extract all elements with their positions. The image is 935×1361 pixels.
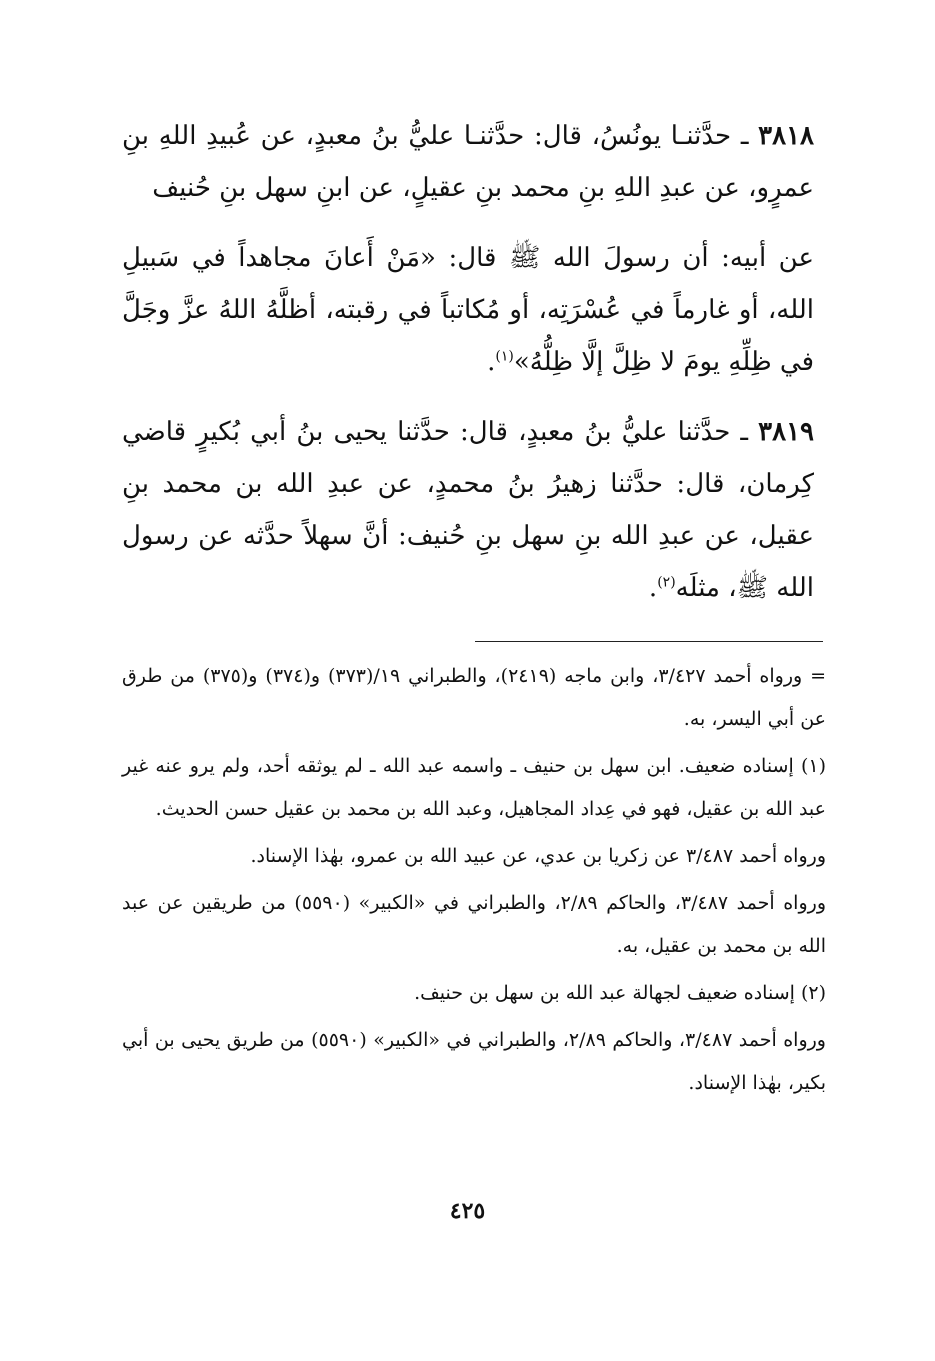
hadith-text: ـ حدَّثنـا يونُسُ، قال: حدَّثنـا عليُّ بنُ معبدٍ، عن عُبيدِ اللهِ بنِ عمرٍو، عن عبدِ اللهِ بنِ محمد بنِ عقيلٍ، عن ابنِ سهل بنِ حُنيف bbox=[122, 121, 814, 203]
footnote-marker: (٢) bbox=[657, 574, 676, 591]
footnote-marker: (١) bbox=[495, 348, 514, 365]
hadith-number: ٣٨١٨ bbox=[758, 121, 814, 151]
footnote: (١) إسناده ضعيف. ابن سهل بن حنيف ـ واسمه عبد الله ـ لم يوثقه أحد، ولم يرو عنه غير عبد الله بن عقيل، فهو في عِداد المجاهيل، وعبد الله بن محمد بن عقيل حسن الحديث. bbox=[122, 755, 826, 820]
footnote-divider bbox=[475, 641, 823, 642]
hadith-text: عن أبيه: أن رسولَ الله ﷺ قال: «مَنْ أَعانَ مجاهداً في سَبيلِ الله، أو غارماً في عُسْرَتِه، أو مُكاتباً في رقبته، أظلَّهُ اللهُ عزَّ وجَلَّ في ظِلِّهِ يومَ لا ظِلَّ إلَّا ظِلُّهُ» bbox=[122, 243, 814, 377]
hadith-number: ٣٨١٩ bbox=[758, 417, 815, 447]
hadith-3818-matn: عن أبيه: أن رسولَ الله ﷺ قال: «مَنْ أَعانَ مجاهداً في سَبيلِ الله، أو غارماً في عُسْرَتِه، أو مُكاتباً في رقبته، أظلَّهُ اللهُ عزَّ وجَلَّ في ظِلِّهِ يومَ لا ظِلَّ إلَّا ظِلُّهُ»$^{(١)}$. bbox=[122, 243, 814, 377]
footnote: ورواه أحمد ٣/٤٨٧ عن زكريا بن عدي، عن عبيد الله بن عمرو، بهٰذا الإسناد. bbox=[250, 845, 826, 867]
hadith-3819: ٣٨١٩ ـ حدَّثنا عليُّ بنُ معبدٍ، قال: حدَّثنا يحيى بنُ أبي بُكيرٍ قاضي كِرمان، قال: حدَّثنا زهيرُ بنُ محمدٍ، عن عبدِ الله بن محمد بنِ عقيل، عن عبدِ الله بنِ سهل بنِ حُنيف: أنَّ سهلاً حدَّثه عن رسول الله ﷺ، مثلَه$^{(٢)}$. bbox=[122, 417, 815, 603]
hadith-3818 bbox=[122, 110, 814, 214]
footnotes bbox=[122, 655, 826, 1109]
main-text bbox=[122, 110, 814, 632]
footnote: ورواه أحمد ٣/٤٨٧، والحاكم ٢/٨٩، والطبراني في «الكبير» (٥٥٩٠) من طريق يحيى بن أبي بكير، بهٰذا الإسناد. bbox=[122, 1029, 826, 1094]
page-number: ٤٢٥ bbox=[449, 1198, 486, 1224]
footnote: = ورواه أحمد ٣/٤٢٧، وابن ماجه (٢٤١٩)، والطبراني ١٩/(٣٧٣) و(٣٧٤) و(٣٧٥) من طرق عن أبي اليسر، به. bbox=[122, 665, 827, 730]
footnote: ورواه أحمد ٣/٤٨٧، والحاكم ٢/٨٩، والطبراني في «الكبير» (٥٥٩٠) من طريقين عن عبد الله بن محمد بن عقيل، به. bbox=[122, 892, 826, 957]
hadith-text: ـ حدَّثنا عليُّ بنُ معبدٍ، قال: حدَّثنا يحيى بنُ أبي بُكيرٍ قاضي كِرمان، قال: حدَّثنا زهيرُ بنُ محمدٍ، عن عبدِ الله بن محمد بنِ عقيل، عن عبدِ الله بنِ سهل بنِ حُنيف: أنَّ سهلاً حدَّثه عن رسول الله ﷺ، مثلَه bbox=[122, 417, 814, 603]
footnote: (٢) إسناده ضعيف لجهالة عبد الله بن سهل بن حنيف. bbox=[414, 982, 826, 1004]
